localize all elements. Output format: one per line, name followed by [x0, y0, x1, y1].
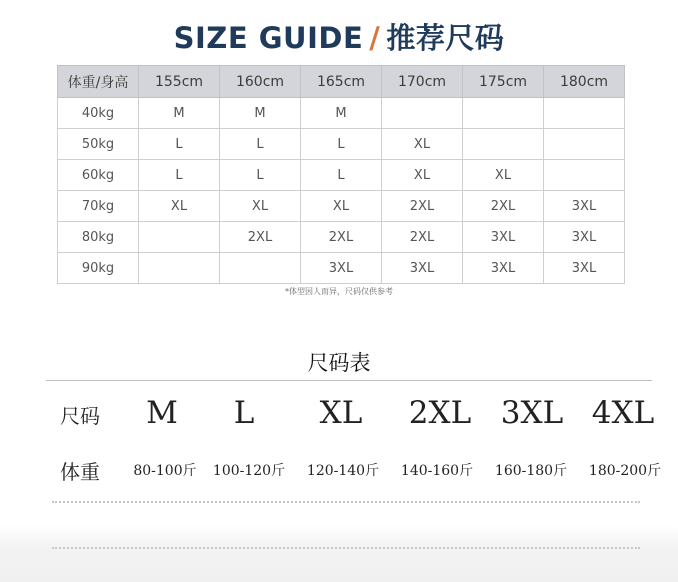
weight-cell: 80kg — [58, 222, 139, 253]
height-header: 180cm — [544, 66, 625, 98]
size-cell — [544, 129, 625, 160]
size-cell: XL — [463, 160, 544, 191]
height-header: 160cm — [220, 66, 301, 98]
disclaimer-note: *体型因人而异，尺码仅供参考 — [285, 287, 393, 296]
table-row — [58, 98, 625, 129]
title-slash: / — [369, 21, 381, 55]
table-row — [58, 129, 625, 160]
size-cell — [220, 253, 301, 284]
bottom-fade — [0, 525, 678, 582]
size-row-label: 尺码 — [60, 404, 100, 428]
size-cell: M — [139, 98, 220, 129]
size-guide-title — [0, 16, 678, 57]
size-value: L — [233, 395, 255, 431]
dotted-divider — [52, 547, 640, 549]
size-cell: L — [220, 129, 301, 160]
height-header: 155cm — [139, 66, 220, 98]
size-cell: 3XL — [544, 191, 625, 222]
size-value: XL — [319, 395, 363, 431]
size-cell: L — [139, 129, 220, 160]
weight-value: 80-100斤 — [133, 463, 197, 479]
dotted-divider — [52, 501, 640, 503]
height-header: 175cm — [463, 66, 544, 98]
title-chinese: 推荐尺码 — [386, 21, 505, 55]
weight-value: 120-140斤 — [306, 463, 380, 479]
size-cell: M — [301, 98, 382, 129]
size-row — [0, 393, 678, 433]
size-cell: XL — [382, 160, 463, 191]
size-cell — [463, 98, 544, 129]
table-header-row — [58, 66, 625, 98]
size-cell: M — [220, 98, 301, 129]
table-row — [58, 191, 625, 222]
weight-cell: 70kg — [58, 191, 139, 222]
size-cell — [544, 160, 625, 191]
weight-value: 100-120斤 — [212, 463, 286, 479]
size-cell: 2XL — [463, 191, 544, 222]
table-row — [58, 253, 625, 284]
weight-cell: 40kg — [58, 98, 139, 129]
title-english: SIZE GUIDE — [173, 21, 364, 55]
size-value: 3XL — [500, 395, 564, 431]
size-cell: XL — [301, 191, 382, 222]
size-cell: 2XL — [220, 222, 301, 253]
weight-cell: 50kg — [58, 129, 139, 160]
size-cell: 3XL — [463, 253, 544, 284]
size-cell — [382, 98, 463, 129]
size-cell — [463, 129, 544, 160]
size-cell: L — [301, 160, 382, 191]
size-guide-table — [57, 65, 625, 284]
size-cell: L — [220, 160, 301, 191]
size-cell: 3XL — [544, 222, 625, 253]
size-cell — [139, 222, 220, 253]
size-cell: 2XL — [382, 222, 463, 253]
size-value: 4XL — [591, 395, 655, 431]
weight-value: 180-200斤 — [588, 463, 662, 479]
size-chart-title: 尺码表 — [307, 351, 371, 375]
size-cell — [139, 253, 220, 284]
size-value: 2XL — [408, 395, 472, 431]
size-cell: L — [139, 160, 220, 191]
size-value: M — [146, 395, 178, 431]
weight-row-label: 体重 — [60, 460, 100, 484]
table-row — [58, 222, 625, 253]
size-cell: XL — [220, 191, 301, 222]
weight-cell: 60kg — [58, 160, 139, 191]
weight-row — [0, 452, 678, 492]
table-row — [58, 160, 625, 191]
size-cell: L — [301, 129, 382, 160]
divider — [46, 380, 652, 381]
size-cell: XL — [139, 191, 220, 222]
size-cell: 2XL — [382, 191, 463, 222]
height-header: 165cm — [301, 66, 382, 98]
corner-header: 体重/身高 — [58, 66, 139, 98]
size-cell: 2XL — [301, 222, 382, 253]
weight-value: 160-180斤 — [494, 463, 568, 479]
size-cell: 3XL — [463, 222, 544, 253]
size-cell: 3XL — [382, 253, 463, 284]
height-header: 170cm — [382, 66, 463, 98]
weight-value: 140-160斤 — [400, 463, 474, 479]
size-cell: 3XL — [301, 253, 382, 284]
weight-cell: 90kg — [58, 253, 139, 284]
size-cell — [544, 98, 625, 129]
size-cell: XL — [382, 129, 463, 160]
size-cell: 3XL — [544, 253, 625, 284]
